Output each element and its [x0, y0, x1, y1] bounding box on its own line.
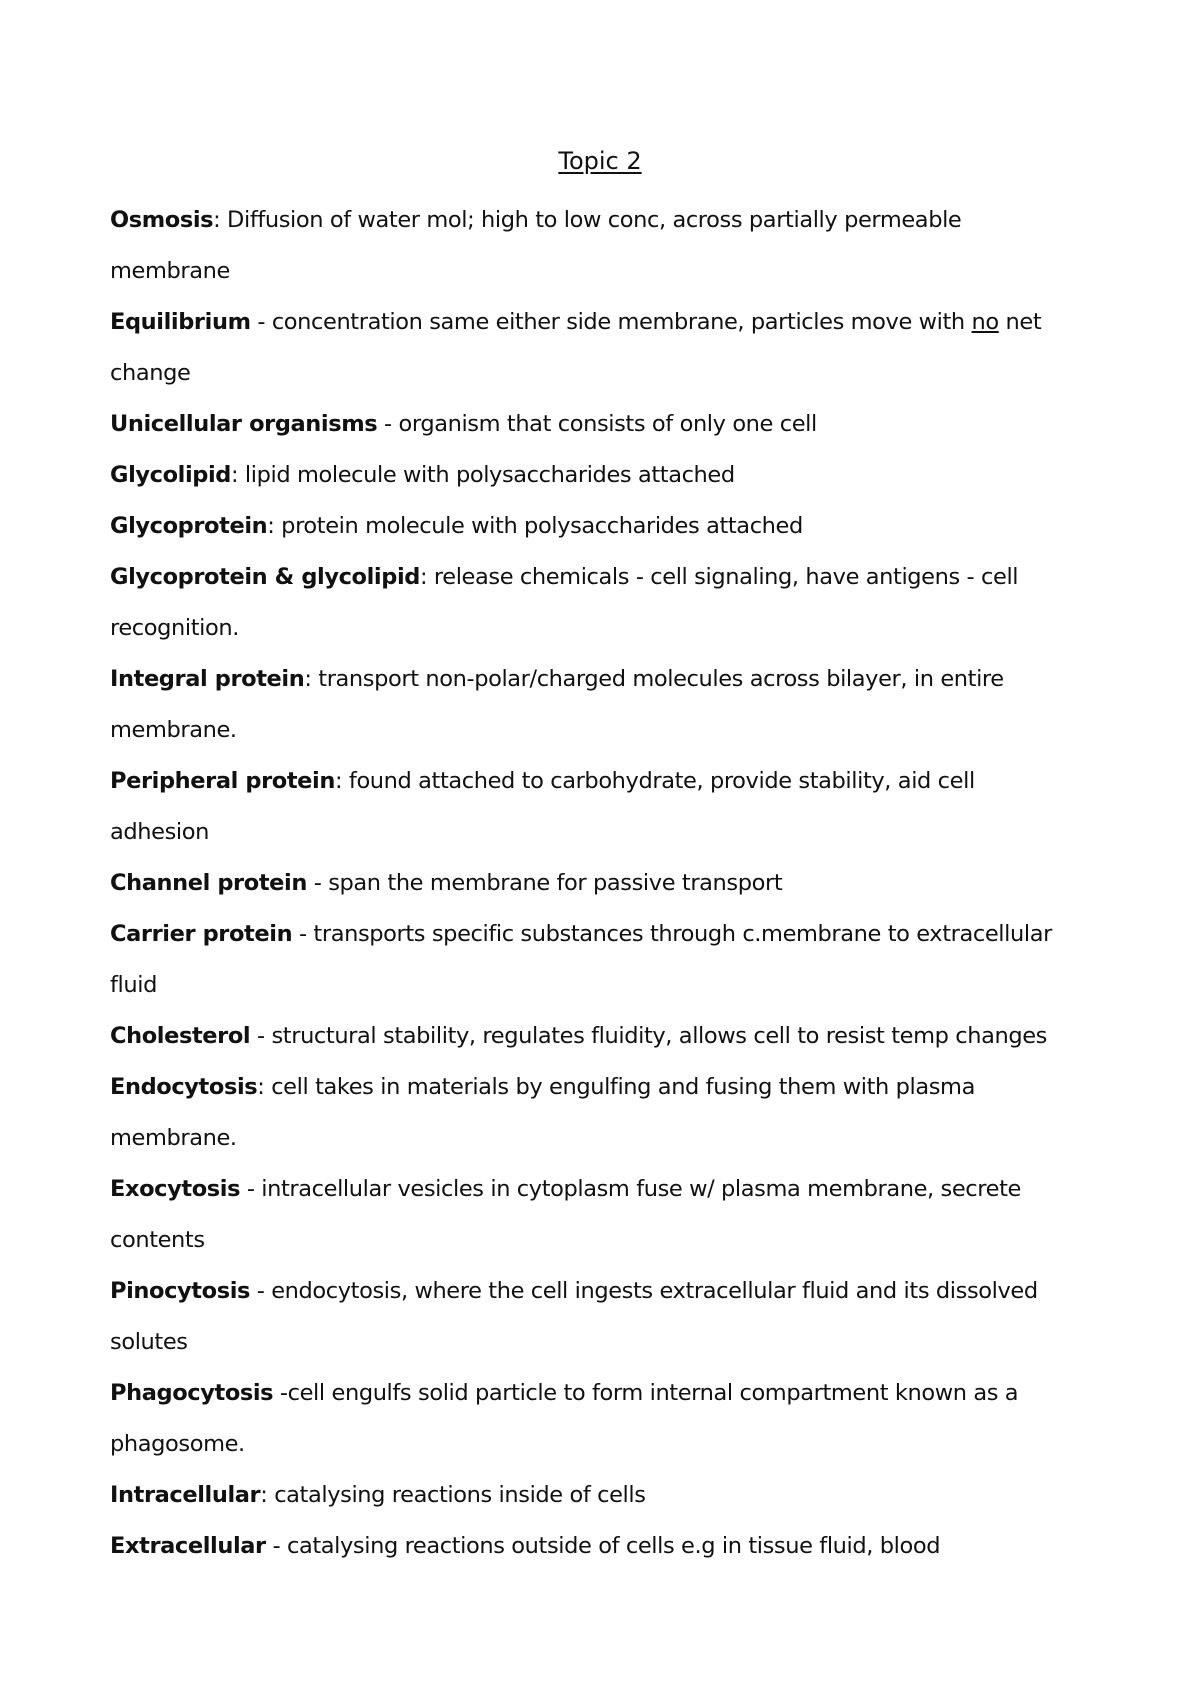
definition-text: - structural stability, regulates fluidity, allows cell to resist temp changes	[250, 1023, 1047, 1049]
definition-text: : found attached to carbohydrate, provide stability, aid cell	[334, 768, 975, 794]
term-glycoprotein-glycolipid: Glycoprotein & glycolipid	[110, 564, 420, 590]
definition-line	[110, 1173, 1095, 1224]
definition-continuation	[110, 1326, 1095, 1377]
term-peripheral-protein: Peripheral protein	[110, 768, 335, 794]
definition-text: - endocytosis, where the cell ingests extracellular fluid and its dissolved	[250, 1278, 1038, 1304]
term-osmosis: Osmosis	[110, 207, 214, 233]
definition-line	[110, 765, 1095, 816]
definition-text: membrane	[110, 258, 230, 284]
page-title	[0, 146, 1200, 176]
definition-line	[110, 1479, 1095, 1530]
term-carrier-protein: Carrier protein	[110, 921, 293, 947]
definition-text: - intracellular vesicles in cytoplasm fuse w/ plasma membrane, secrete	[240, 1176, 1021, 1202]
definition-continuation	[110, 969, 1095, 1020]
definition-continuation	[110, 1224, 1095, 1275]
definition-line	[110, 204, 1095, 255]
definition-text: solutes	[110, 1329, 188, 1355]
definition-text: - catalysing reactions outside of cells e.g in tissue fluid, blood	[265, 1533, 941, 1559]
definition-line	[110, 1530, 1095, 1581]
definition-line	[110, 867, 1095, 918]
definition-text: phagosome.	[110, 1431, 245, 1457]
definition-text: - span the membrane for passive transport	[306, 870, 783, 896]
term-glycolipid: Glycolipid	[110, 462, 231, 488]
definition-continuation	[110, 357, 1095, 408]
definition-line	[110, 663, 1095, 714]
definition-continuation	[110, 1428, 1095, 1479]
definition-line	[110, 510, 1095, 561]
term-equilibrium: Equilibrium	[110, 309, 251, 335]
definition-text: : protein molecule with polysaccharides attached	[267, 513, 803, 539]
definition-continuation	[110, 612, 1095, 663]
definition-line	[110, 459, 1095, 510]
title-text: Topic 2	[558, 147, 642, 175]
definition-text: fluid	[110, 972, 157, 998]
definition-line	[110, 561, 1095, 612]
term-extracellular: Extracellular	[110, 1533, 266, 1559]
definition-continuation	[110, 816, 1095, 867]
definition-line	[110, 918, 1095, 969]
definition-text: : release chemicals - cell signaling, have antigens - cell	[419, 564, 1019, 590]
definition-text: : cell takes in materials by engulfing and fusing them with plasma	[257, 1074, 975, 1100]
definition-continuation	[110, 1122, 1095, 1173]
definition-text: adhesion	[110, 819, 209, 845]
definition-text: membrane.	[110, 717, 237, 743]
definition-text: - transports specific substances through c.membrane to extracellular	[292, 921, 1052, 947]
term-exocytosis: Exocytosis	[110, 1176, 241, 1202]
definition-continuation	[110, 714, 1095, 765]
definition-continuation	[110, 255, 1095, 306]
underlined-word: no	[971, 309, 999, 335]
definition-text: membrane.	[110, 1125, 237, 1151]
definition-text: : lipid molecule with polysaccharides attached	[231, 462, 735, 488]
definition-line	[110, 1071, 1095, 1122]
term-endocytosis: Endocytosis	[110, 1074, 258, 1100]
definitions-list	[110, 204, 1095, 1581]
definition-text: change	[110, 360, 191, 386]
term-channel-protein: Channel protein	[110, 870, 307, 896]
definition-text: -cell engulfs solid particle to form internal compartment known as a	[273, 1380, 1019, 1406]
definition-line	[110, 1377, 1095, 1428]
definition-text: net	[998, 309, 1042, 335]
term-pinocytosis: Pinocytosis	[110, 1278, 250, 1304]
term-unicellular-organisms: Unicellular organisms	[110, 411, 378, 437]
term-intracellular: Intracellular	[110, 1482, 261, 1508]
definition-line	[110, 306, 1095, 357]
term-integral-protein: Integral protein	[110, 666, 305, 692]
definition-text: - concentration same either side membrane, particles move with	[250, 309, 972, 335]
definition-text: recognition.	[110, 615, 239, 641]
definition-text: : Diffusion of water mol; high to low conc, across partially permeable	[213, 207, 962, 233]
definition-text: : catalysing reactions inside of cells	[260, 1482, 646, 1508]
term-cholesterol: Cholesterol	[110, 1023, 251, 1049]
definition-line	[110, 1020, 1095, 1071]
definition-text: contents	[110, 1227, 205, 1253]
term-phagocytosis: Phagocytosis	[110, 1380, 274, 1406]
term-glycoprotein: Glycoprotein	[110, 513, 268, 539]
definition-line	[110, 1275, 1095, 1326]
definition-line	[110, 408, 1095, 459]
definition-text: - organism that consists of only one cell	[377, 411, 817, 437]
definition-text: : transport non-polar/charged molecules across bilayer, in entire	[304, 666, 1004, 692]
